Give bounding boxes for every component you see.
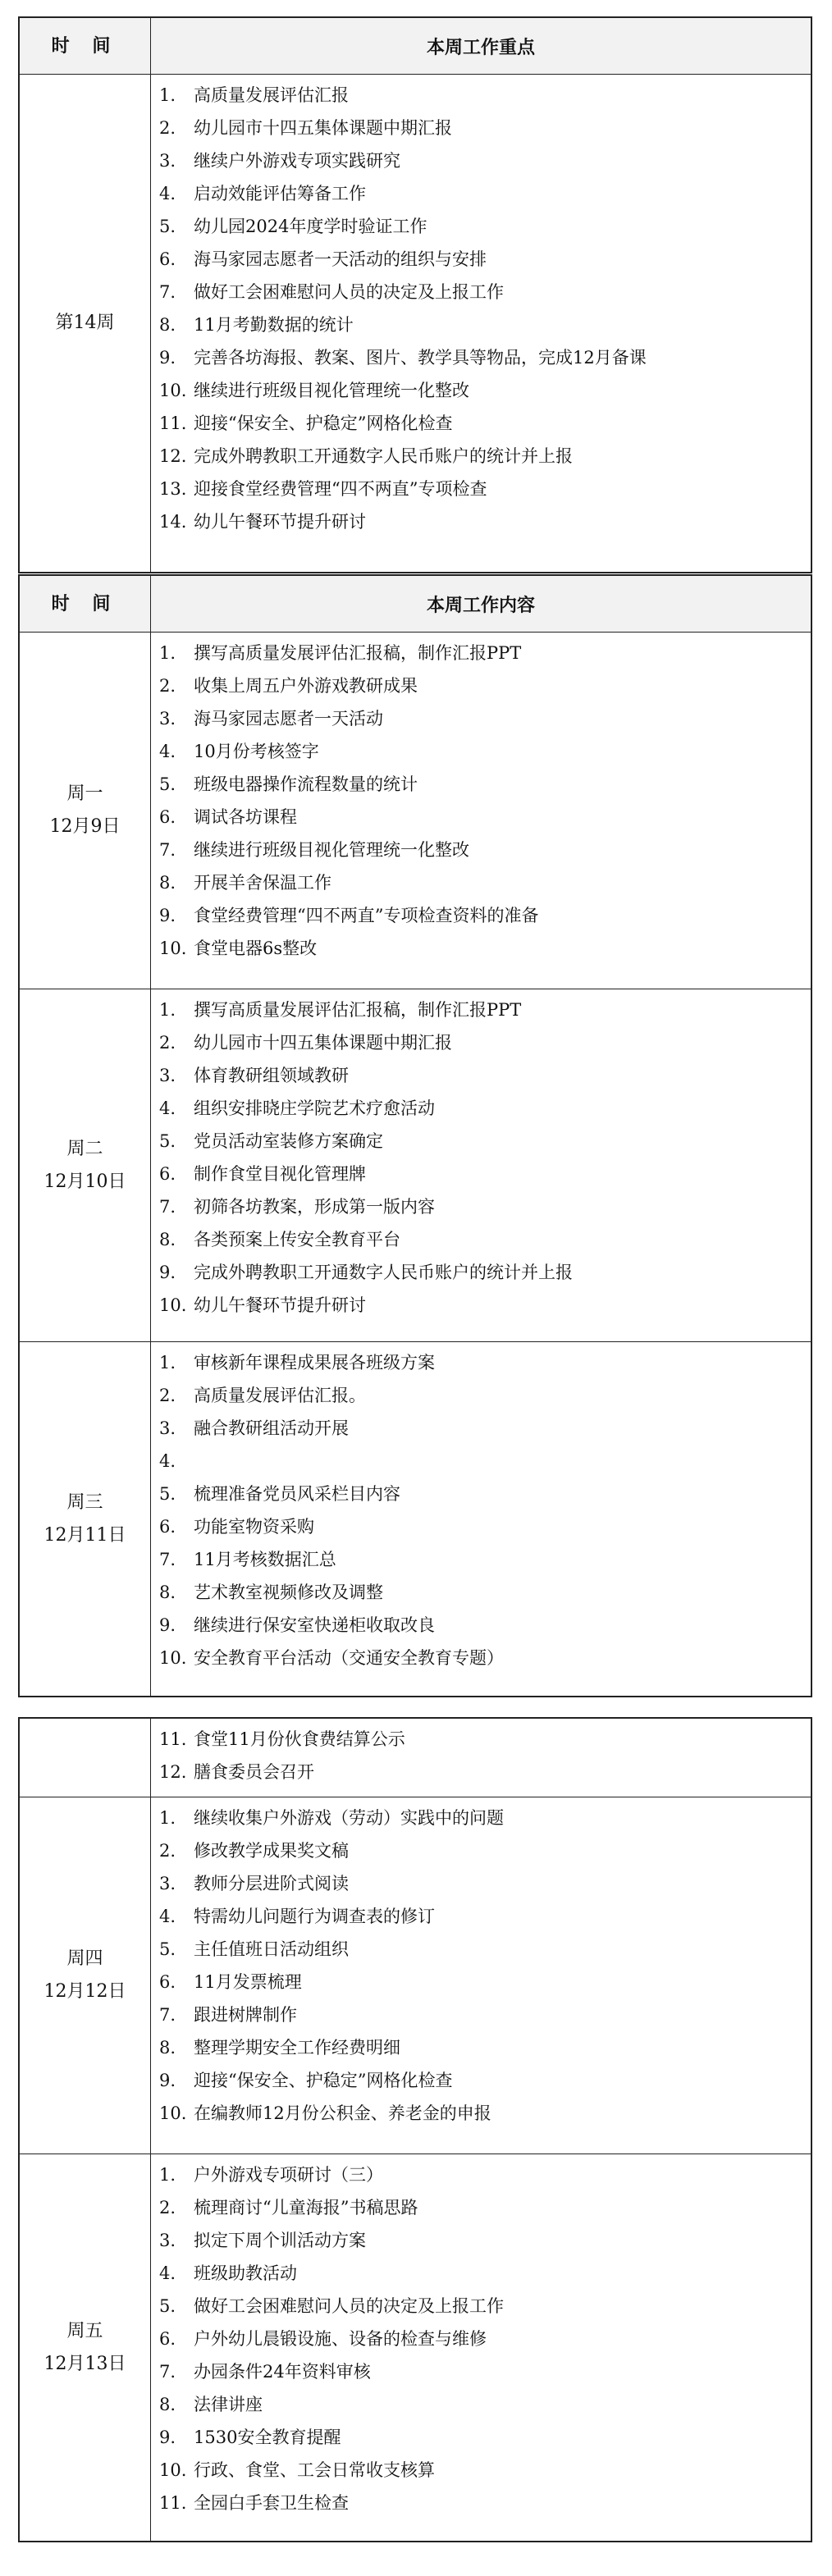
- item-number: 7.: [159, 1197, 176, 1217]
- item-number: 2.: [159, 676, 176, 696]
- item-text: 幼儿园市十四五集体课题中期汇报: [194, 118, 452, 138]
- list-item: [159, 276, 811, 308]
- list-item: [159, 144, 811, 177]
- item-text: 体育教研组领域教研: [194, 1066, 349, 1085]
- date-label: 12月11日: [43, 1524, 126, 1546]
- list-item: [159, 637, 811, 669]
- day-task-list: [151, 989, 811, 1341]
- weekly-content-table: [18, 574, 812, 1697]
- table-row: [20, 632, 811, 989]
- item-number: 8.: [159, 873, 176, 893]
- list-item: [159, 1158, 811, 1190]
- item-number: 10.: [159, 939, 187, 958]
- list-item: [159, 1026, 811, 1059]
- list-item: [159, 308, 811, 341]
- item-text: 撰写高质量发展评估汇报稿，制作汇报PPT: [194, 643, 522, 663]
- list-item: [159, 1346, 811, 1379]
- item-text: 高质量发展评估汇报: [194, 85, 349, 105]
- item-number: 1.: [159, 85, 176, 105]
- table-row: [20, 989, 811, 1341]
- item-number: 5.: [159, 2296, 176, 2316]
- day-task-list: [151, 1797, 811, 2154]
- list-item: [159, 473, 811, 505]
- continued-task-list: [151, 1719, 811, 1797]
- item-number: 4.: [159, 1098, 176, 1118]
- item-text: 行政、食堂、工会日常收支核算: [194, 2460, 435, 2480]
- table-row: [20, 74, 811, 572]
- item-text: 海马家园志愿者一天活动: [194, 709, 383, 728]
- list-item: [159, 1966, 811, 1998]
- day-cell: [20, 1797, 151, 2154]
- item-text: 梳理准备党员风采栏目内容: [194, 1484, 400, 1504]
- item-number: 3.: [159, 151, 176, 171]
- item-text: 完善各坊海报、教案、图片、教学具等物品，完成12月备课: [194, 348, 647, 368]
- table-row: [20, 1797, 811, 2154]
- item-number: 7.: [159, 2362, 176, 2382]
- item-text: 食堂11月份伙食费结算公示: [194, 1729, 405, 1749]
- list-item: [159, 407, 811, 440]
- list-item: [159, 1867, 811, 1900]
- item-number: 3.: [159, 2231, 176, 2250]
- list-item: [159, 932, 811, 965]
- day-cell: [20, 1342, 151, 1696]
- list-item: [159, 993, 811, 1026]
- time-header: 时 间: [20, 576, 151, 632]
- item-number: 9.: [159, 906, 176, 925]
- item-text: 继续收集户外游戏（劳动）实践中的问题: [194, 1808, 504, 1828]
- item-text: 党员活动室装修方案确定: [194, 1131, 383, 1151]
- item-text: 拟定下周个训活动方案: [194, 2231, 366, 2250]
- empty-day-cell: [20, 1719, 151, 1797]
- item-number: 6.: [159, 1517, 176, 1537]
- weekly-focus-table: [18, 16, 812, 573]
- time-header: 时 间: [20, 18, 151, 74]
- item-text: 制作食堂目视化管理牌: [194, 1164, 366, 1184]
- item-text: 做好工会困难慰问人员的决定及上报工作: [194, 282, 504, 302]
- list-item: [159, 2158, 811, 2191]
- item-text: 各类预案上传安全教育平台: [194, 1230, 400, 1249]
- item-text: 初筛各坊教案，形成第一版内容: [194, 1197, 435, 1217]
- item-text: 做好工会困难慰问人员的决定及上报工作: [194, 2296, 504, 2316]
- list-item: [159, 1576, 811, 1609]
- list-item: [159, 1642, 811, 1674]
- list-item: [159, 1190, 811, 1223]
- item-text: 跟进树牌制作: [194, 2005, 297, 2025]
- item-text: 梳理商讨“儿童海报”书稿思路: [194, 2198, 418, 2217]
- item-text: 11月发票梳理: [194, 1972, 302, 1992]
- item-number: 1.: [159, 1808, 176, 1828]
- list-item: [159, 1059, 811, 1092]
- list-item: [159, 2097, 811, 2130]
- day-label: 周一: [66, 783, 103, 804]
- list-item: [159, 1289, 811, 1322]
- item-number: 12.: [159, 1762, 187, 1782]
- list-item: [159, 2323, 811, 2355]
- item-text: 继续户外游戏专项实践研究: [194, 151, 400, 171]
- item-number: 2.: [159, 1841, 176, 1861]
- item-number: 6.: [159, 2329, 176, 2349]
- item-number: 4.: [159, 2263, 176, 2283]
- list-item: [159, 1834, 811, 1867]
- item-text: 全园白手套卫生检查: [194, 2493, 349, 2513]
- item-number: 7.: [159, 282, 176, 302]
- item-number: 11.: [159, 1729, 187, 1749]
- week-label-text: 第14周: [55, 313, 115, 333]
- item-number: 4.: [159, 1451, 176, 1471]
- list-item: [159, 2191, 811, 2224]
- list-item: [159, 1256, 811, 1289]
- list-item: [159, 2064, 811, 2097]
- day-cell: [20, 2154, 151, 2541]
- list-item: [159, 1510, 811, 1543]
- item-text: 继续进行班级目视化管理统一化整改: [194, 381, 469, 400]
- item-text: 高质量发展评估汇报。: [194, 1386, 366, 1405]
- item-number: 14.: [159, 512, 187, 532]
- item-text: 幼儿园市十四五集体课题中期汇报: [194, 1033, 452, 1053]
- list-item: [159, 866, 811, 899]
- list-item: [159, 341, 811, 374]
- item-text: 迎接“保安全、护稳定”网格化检查: [194, 2071, 453, 2090]
- item-text: 修改教学成果奖文稿: [194, 1841, 349, 1861]
- item-number: 8.: [159, 2395, 176, 2414]
- item-number: 5.: [159, 217, 176, 236]
- item-text: 11月考勤数据的统计: [194, 315, 354, 335]
- list-item: [159, 2454, 811, 2487]
- item-number: 6.: [159, 1972, 176, 1992]
- item-number: 9.: [159, 2428, 176, 2447]
- item-number: 1.: [159, 643, 176, 663]
- item-text: 10月份考核签字: [194, 742, 319, 761]
- item-number: 10.: [159, 2460, 187, 2480]
- list-item: [159, 1125, 811, 1158]
- item-text: 开展羊舍保温工作: [194, 873, 331, 893]
- item-text: 食堂电器6s整改: [194, 939, 318, 958]
- item-number: 5.: [159, 1484, 176, 1504]
- list-item: [159, 243, 811, 276]
- date-label: 12月13日: [43, 2353, 126, 2374]
- item-text: 撰写高质量发展评估汇报稿，制作汇报PPT: [194, 1000, 522, 1020]
- item-text: 功能室物资采购: [194, 1517, 314, 1537]
- list-item: [159, 1445, 811, 1478]
- item-text: 班级助教活动: [194, 2263, 297, 2283]
- item-text: 继续进行保安室快递柜收取改良: [194, 1615, 435, 1635]
- item-text: 完成外聘教职工开通数字人民币账户的统计并上报: [194, 1263, 573, 1282]
- list-item: [159, 1933, 811, 1966]
- item-text: 幼儿午餐环节提升研讨: [194, 1295, 366, 1315]
- list-item: [159, 735, 811, 768]
- list-item: [159, 2257, 811, 2290]
- item-number: 3.: [159, 709, 176, 728]
- list-item: [159, 1723, 811, 1756]
- item-number: 4.: [159, 742, 176, 761]
- item-number: 2.: [159, 1386, 176, 1405]
- day-task-list: [151, 2154, 811, 2541]
- date-label: 12月12日: [43, 1981, 126, 2002]
- list-item: [159, 834, 811, 866]
- item-number: 1.: [159, 1000, 176, 1020]
- list-item: [159, 2487, 811, 2519]
- day-label: 周四: [66, 1948, 103, 1969]
- item-text: 幼儿午餐环节提升研讨: [194, 512, 366, 532]
- item-number: 7.: [159, 1550, 176, 1569]
- list-item: [159, 1802, 811, 1834]
- item-number: 10.: [159, 381, 187, 400]
- item-text: 审核新年课程成果展各班级方案: [194, 1353, 435, 1372]
- item-number: 12.: [159, 446, 187, 466]
- item-number: 5.: [159, 1939, 176, 1959]
- date-label: 12月9日: [49, 816, 121, 837]
- list-item: [159, 2388, 811, 2421]
- item-number: 2.: [159, 118, 176, 138]
- item-text: 融合教研组活动开展: [194, 1418, 349, 1438]
- item-text: 迎接食堂经费管理“四不两直”专项检查: [194, 479, 487, 499]
- item-number: 8.: [159, 1583, 176, 1602]
- day-task-list: [151, 633, 811, 989]
- table-row: [20, 1341, 811, 1696]
- item-number: 13.: [159, 479, 187, 499]
- list-item: [159, 112, 811, 144]
- item-number: 6.: [159, 807, 176, 827]
- day-label: 周五: [66, 2320, 103, 2341]
- item-text: 继续进行班级目视化管理统一化整改: [194, 840, 469, 860]
- item-number: 9.: [159, 2071, 176, 2090]
- list-item: [159, 1998, 811, 2031]
- day-label: 周二: [66, 1138, 103, 1159]
- item-number: 4.: [159, 1907, 176, 1926]
- list-item: [159, 1412, 811, 1445]
- item-text: 户外游戏专项研讨（三）: [194, 2165, 383, 2185]
- table-row: [20, 1719, 811, 1797]
- item-number: 9.: [159, 1615, 176, 1635]
- item-text: 班级电器操作流程数量的统计: [194, 774, 418, 794]
- table-header: [20, 576, 811, 632]
- list-item: [159, 2290, 811, 2323]
- item-text: 办园条件24年资料审核: [194, 2362, 371, 2382]
- item-text: 完成外聘教职工开通数字人民币账户的统计并上报: [194, 446, 573, 466]
- item-number: 2.: [159, 1033, 176, 1053]
- item-number: 1.: [159, 2165, 176, 2185]
- item-number: 5.: [159, 1131, 176, 1151]
- item-number: 6.: [159, 249, 176, 269]
- item-number: 9.: [159, 348, 176, 368]
- item-text: 幼儿园2024年度学时验证工作: [194, 217, 427, 236]
- week-label: [20, 75, 151, 572]
- list-item: [159, 1379, 811, 1412]
- list-item: [159, 2224, 811, 2257]
- item-text: 整理学期安全工作经费明细: [194, 2038, 400, 2058]
- list-item: [159, 1900, 811, 1933]
- list-item: [159, 2355, 811, 2388]
- table-header: [20, 18, 811, 74]
- list-item: [159, 1609, 811, 1642]
- item-number: 8.: [159, 315, 176, 335]
- item-number: 6.: [159, 1164, 176, 1184]
- item-number: 7.: [159, 2005, 176, 2025]
- item-number: 7.: [159, 840, 176, 860]
- date-label: 12月10日: [43, 1171, 126, 1192]
- item-text: 法律讲座: [194, 2395, 263, 2414]
- item-text: 特需幼儿问题行为调查表的修订: [194, 1907, 435, 1926]
- focus-list: [151, 75, 811, 572]
- list-item: [159, 669, 811, 702]
- item-number: 1.: [159, 1353, 176, 1372]
- item-text: 启动效能评估筹备工作: [194, 184, 366, 203]
- item-text: 收集上周五户外游戏教研成果: [194, 676, 418, 696]
- item-number: 10.: [159, 1648, 187, 1668]
- item-text: 膳食委员会召开: [194, 1762, 314, 1782]
- item-number: 8.: [159, 1230, 176, 1249]
- list-item: [159, 210, 811, 243]
- item-text: 食堂经费管理“四不两直”专项检查资料的准备: [194, 906, 539, 925]
- item-number: 3.: [159, 1066, 176, 1085]
- table-row: [20, 2154, 811, 2541]
- list-item: [159, 1092, 811, 1125]
- item-text: 安全教育平台活动（交通安全教育专题）: [194, 1648, 504, 1668]
- list-item: [159, 505, 811, 538]
- item-text: 11月考核数据汇总: [194, 1550, 336, 1569]
- list-item: [159, 1223, 811, 1256]
- item-text: 调试各坊课程: [194, 807, 297, 827]
- list-item: [159, 801, 811, 834]
- day-cell: [20, 633, 151, 989]
- item-number: 4.: [159, 184, 176, 203]
- day-task-list: [151, 1342, 811, 1696]
- day-cell: [20, 989, 151, 1341]
- item-text: 艺术教室视频修改及调整: [194, 1583, 383, 1602]
- item-number: 11.: [159, 2493, 187, 2513]
- list-item: [159, 768, 811, 801]
- list-item: [159, 79, 811, 112]
- list-item: [159, 374, 811, 407]
- item-text: 迎接“保安全、护稳定”网格化检查: [194, 413, 453, 433]
- list-item: [159, 1478, 811, 1510]
- item-text: 在编教师12月份公积金、养老金的申报: [194, 2103, 491, 2123]
- item-text: 组织安排晓庄学院艺术疗愈活动: [194, 1098, 435, 1118]
- item-text: 教师分层进阶式阅读: [194, 1874, 349, 1893]
- item-number: 10.: [159, 1295, 187, 1315]
- list-item: [159, 899, 811, 932]
- list-item: [159, 177, 811, 210]
- list-item: [159, 2421, 811, 2454]
- list-item: [159, 702, 811, 735]
- list-item: [159, 440, 811, 473]
- item-text: 海马家园志愿者一天活动的组织与安排: [194, 249, 487, 269]
- item-number: 5.: [159, 774, 176, 794]
- list-item: [159, 1543, 811, 1576]
- item-number: 9.: [159, 1263, 176, 1282]
- day-label: 周三: [66, 1491, 103, 1513]
- item-text: 1530安全教育提醒: [194, 2428, 341, 2447]
- item-number: 11.: [159, 413, 187, 433]
- item-text: 户外幼儿晨锻设施、设备的检查与维修: [194, 2329, 487, 2349]
- list-item: [159, 2031, 811, 2064]
- weekly-content-table-continued: [18, 1717, 812, 2542]
- item-number: 2.: [159, 2198, 176, 2217]
- list-item: [159, 1756, 811, 1788]
- item-number: 8.: [159, 2038, 176, 2058]
- item-number: 3.: [159, 1418, 176, 1438]
- item-text: 主任值班日活动组织: [194, 1939, 349, 1959]
- content-header: 本周工作内容: [426, 594, 535, 616]
- item-number: 3.: [159, 1874, 176, 1893]
- focus-header: 本周工作重点: [426, 36, 535, 58]
- item-number: 10.: [159, 2103, 187, 2123]
